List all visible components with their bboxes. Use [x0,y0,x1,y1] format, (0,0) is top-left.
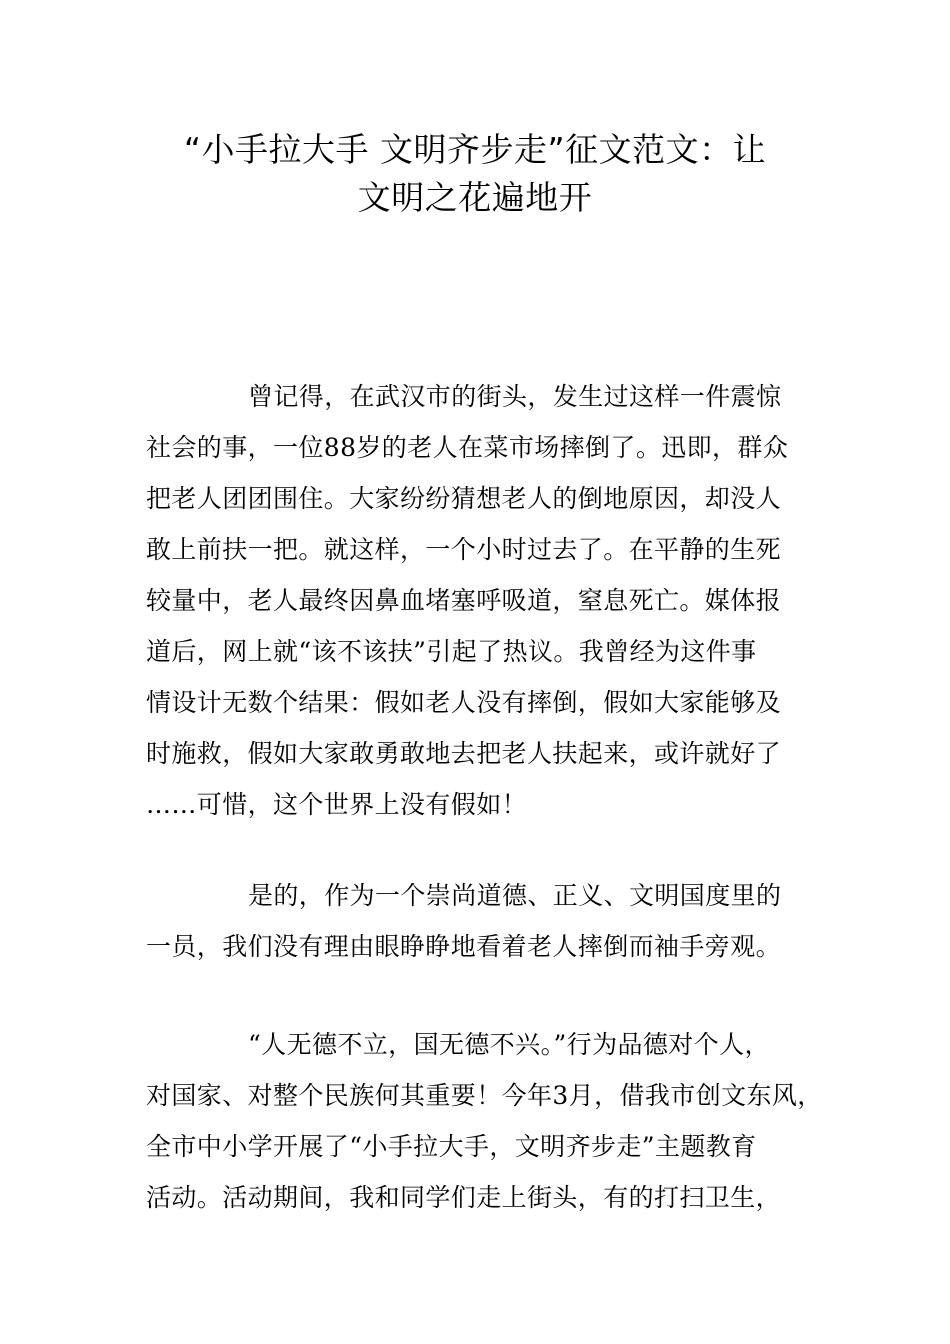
paragraph-line: 全市中小学开展了“小手拉大手，文明齐步走”主题教育 [146,1132,757,1161]
paragraph-line: 较量中，老人最终因鼻血堵塞呼吸道，窒息死亡。媒体报 [146,586,782,615]
paragraph-line: 一员，我们没有理由眼睁睁地看着老人摔倒而袖手旁观。 [146,932,782,961]
paragraph-line: 社会的事，一位88岁的老人在菜市场摔倒了。迅即，群众 [146,433,789,462]
paragraph-line: 曾记得，在武汉市的街头，发生过这样一件震惊 [248,382,782,411]
paragraph-line: “人无德不立，国无德不兴。”行为品德对个人， [248,1030,770,1059]
paragraph-line: 活动。活动期间，我和同学们走上街头，有的打扫卫生， [146,1183,782,1212]
paragraph-line: 时施救，假如大家敢勇敢地去把老人扶起来，或许就好了 [146,739,782,768]
paragraph-1 [146,371,832,830]
paragraph-line: 是的，作为一个崇尚道德、正义、文明国度里的 [248,881,782,910]
paragraph-3 [146,1019,832,1223]
paragraph-line: 敢上前扶一把。就这样，一个小时过去了。在平静的生死 [146,535,782,564]
paragraph-line: 道后，网上就“该不该扶”引起了热议。我曾经为这件事 [146,637,757,666]
title-line: 文明之花遍地开 [357,178,593,217]
title-line: “小手拉大手 文明齐步走”征文范文：让 [183,130,767,169]
paragraph-line: 对国家、对整个民族何其重要！今年3月，借我市创文东风， [146,1081,823,1110]
paragraph-line: 情设计无数个结果：假如老人没有摔倒，假如大家能够及 [146,688,782,717]
paragraph-2 [146,870,832,972]
paragraph-line: ……可惜，这个世界上没有假如！ [146,790,528,819]
paragraph-line: 把老人团团围住。大家纷纷猜想老人的倒地原因，却没人 [146,484,782,513]
document-title [120,126,830,222]
